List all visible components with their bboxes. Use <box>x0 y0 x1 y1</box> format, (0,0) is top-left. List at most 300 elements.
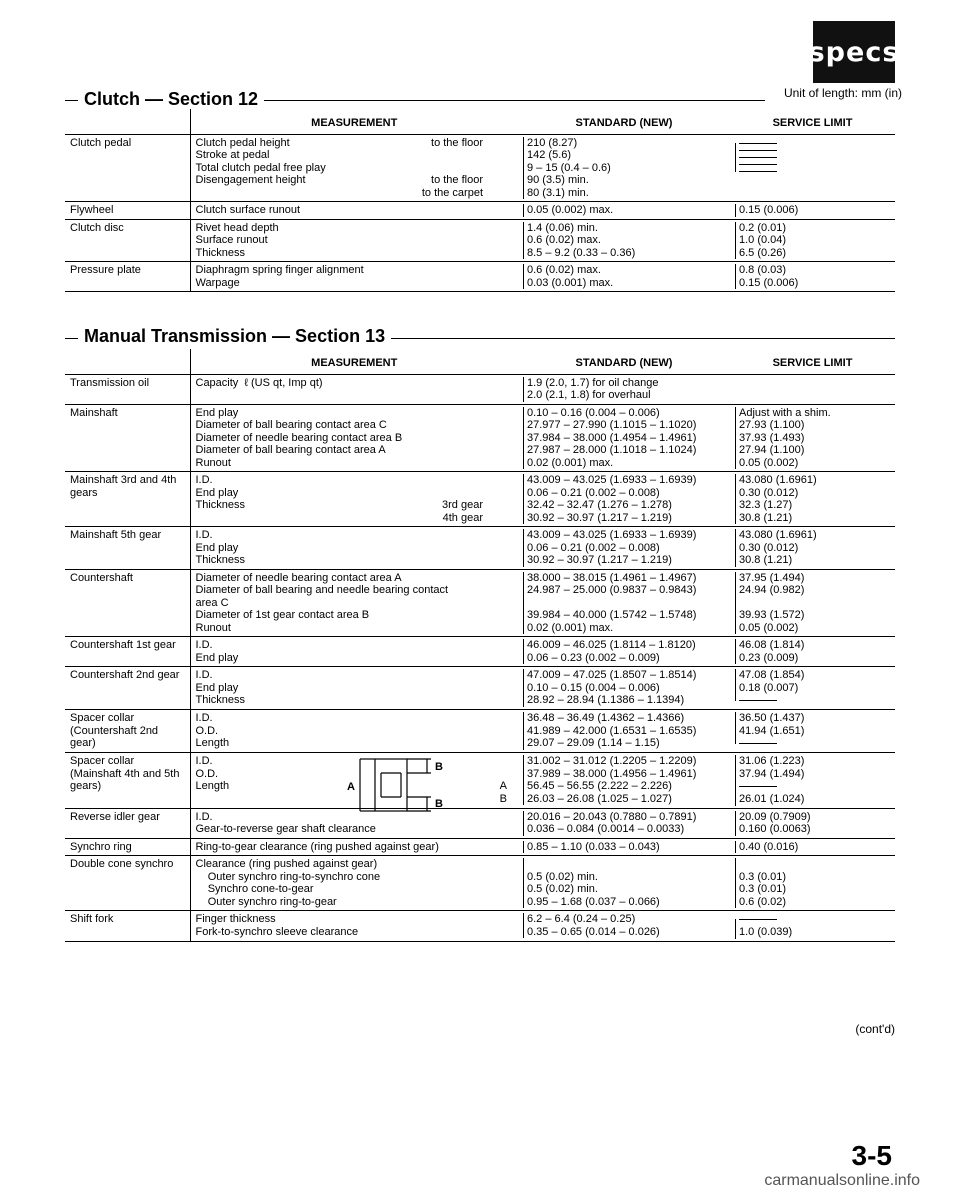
measurement-line <box>196 652 514 665</box>
standard-value: 29.07 – 29.09 (1.14 – 1.15) <box>527 737 660 749</box>
measurement-line <box>196 712 514 725</box>
measurement-text: Finger thickness <box>195 913 276 925</box>
measurement-text: Runout <box>195 621 231 634</box>
watermark: carmanualsonline.info <box>764 1172 920 1189</box>
limit-dash <box>739 157 777 158</box>
measurement-text: Clutch pedal height <box>195 136 290 149</box>
measurement-line <box>196 419 514 432</box>
measurement-text: Warpage <box>195 276 240 289</box>
limit-blank <box>739 858 890 871</box>
standard-value: 142 (5.6) <box>527 149 572 161</box>
header-standard: STANDARD (NEW) <box>518 109 730 134</box>
service-limit-values <box>735 669 890 701</box>
measurement-text: O.D. <box>195 767 219 780</box>
standard-values <box>523 913 725 938</box>
measurement-line <box>196 725 514 738</box>
spec-row <box>65 404 895 472</box>
measurement-text: Thickness <box>195 694 246 706</box>
standard-blank <box>527 597 725 610</box>
standard-values <box>523 377 725 402</box>
service-limit-value: 43.080 (1.6961) <box>739 529 817 541</box>
service-limit-value: 0.05 (0.002) <box>739 456 799 469</box>
service-limit-value: 0.40 (0.016) <box>739 840 799 853</box>
service-limit-value: 26.01 (1.024) <box>739 793 805 805</box>
standard-value: 27.977 – 27.990 (1.1015 – 1.1020) <box>527 419 697 431</box>
standard-value: 30.92 – 30.97 (1.217 – 1.219) <box>527 554 672 566</box>
service-limit-value: 0.2 (0.01) <box>739 221 787 234</box>
measurement-text: Outer synchro ring-to-gear <box>195 895 337 908</box>
service-limit-value: 37.93 (1.493) <box>739 431 805 444</box>
measurement-text: Gear-to-reverse gear shaft clearance <box>195 823 376 835</box>
service-limit-values <box>735 811 890 836</box>
collar-outline <box>375 759 407 811</box>
part-name: Flywheel <box>65 202 190 220</box>
spec-row <box>65 219 895 262</box>
standard-value: 90 (3.5) min. <box>527 174 589 186</box>
standard-values <box>523 222 725 260</box>
limit-dash <box>739 150 777 151</box>
measurement-qualifier: 4th gear <box>442 511 483 524</box>
limit-dash <box>739 919 777 920</box>
part-name: Spacer collar (Mainshaft 4th and 5th gears) <box>65 753 190 809</box>
limit-dash <box>739 143 777 144</box>
standard-value: 37.984 – 38.000 (1.4954 – 1.4961) <box>527 431 697 444</box>
service-limit-value: 27.94 (1.100) <box>739 444 805 456</box>
specs-badge: specs <box>813 21 895 83</box>
measurement-text: Total clutch pedal free play <box>195 161 326 174</box>
spec-row <box>65 838 895 856</box>
standard-value: 27.987 – 28.000 (1.1018 – 1.1024) <box>527 444 697 456</box>
standard-cell <box>518 404 730 472</box>
spec-row <box>65 710 895 753</box>
standard-value: 31.002 – 31.012 (1.2205 – 1.2209) <box>527 755 697 767</box>
measurement-text: I.D. <box>195 810 213 823</box>
standard-value: 0.06 – 0.21 (0.002 – 0.008) <box>527 541 660 554</box>
standard-value: 20.016 – 20.043 (0.7880 – 0.7891) <box>527 810 697 823</box>
mt-header-row <box>65 349 895 374</box>
measurement-line <box>196 234 514 247</box>
measurement-text: Thickness <box>195 554 246 566</box>
service-limit-value: 0.15 (0.006) <box>739 276 799 289</box>
header-measurement: MEASUREMENT <box>190 109 518 134</box>
part-name: Shift fork <box>65 911 190 942</box>
measurement-cell <box>190 838 518 856</box>
measurement-line <box>196 137 514 150</box>
measurement-qualifier: to the carpet <box>421 186 483 199</box>
part-name: Synchro ring <box>65 838 190 856</box>
standard-value: 1.9 (2.0, 1.7) for oil change <box>527 376 659 389</box>
measurement-text: End play <box>195 406 239 419</box>
measurement-line <box>196 277 514 290</box>
measurement-line <box>196 622 514 635</box>
measurement-cell <box>190 527 518 570</box>
measurement-text: Diameter of 1st gear contact area B <box>195 609 370 621</box>
measurement-line <box>196 377 514 390</box>
measurement-line <box>196 694 514 707</box>
limit-dash <box>739 786 777 787</box>
measurement-text: Outer synchro ring-to-synchro cone <box>195 870 381 883</box>
clutch-section-title: Clutch — Section 12 <box>78 89 264 110</box>
standard-value: 28.92 – 28.94 (1.1386 – 1.1394) <box>527 694 685 706</box>
measurement-text: Diameter of needle bearing contact area A <box>195 571 402 584</box>
standard-value: 0.03 (0.001) max. <box>527 276 614 289</box>
standard-values <box>523 858 725 908</box>
service-limit-values <box>735 407 890 470</box>
measurement-text: Rivet head depth <box>195 221 279 234</box>
standard-value: 39.984 – 40.000 (1.5742 – 1.5748) <box>527 609 697 621</box>
clutch-header-row <box>65 109 895 134</box>
standard-value: 0.06 – 0.23 (0.002 – 0.009) <box>527 651 660 664</box>
measurement-line <box>196 474 514 487</box>
measurement-text: Clearance (ring pushed against gear) <box>195 858 378 870</box>
measurement-text: Length <box>195 780 230 792</box>
measurement-text: Diameter of ball bearing contact area C <box>195 419 387 431</box>
service-limit-value: 39.93 (1.572) <box>739 609 805 621</box>
standard-value: 0.35 – 0.65 (0.014 – 0.026) <box>527 925 660 938</box>
measurement-line <box>196 823 514 836</box>
spec-row <box>65 527 895 570</box>
page-number: 3-5 <box>851 1140 892 1171</box>
standard-value: 46.009 – 46.025 (1.8114 – 1.8120) <box>527 639 696 651</box>
standard-value: 43.009 – 43.025 (1.6933 – 1.6939) <box>527 474 697 486</box>
service-limit-value: 46.08 (1.814) <box>739 639 805 651</box>
standard-value: 0.6 (0.02) max. <box>527 234 601 246</box>
service-limit-cell <box>730 808 895 838</box>
measurement-line <box>196 264 514 277</box>
standard-value: 80 (3.1) min. <box>527 186 589 199</box>
measurement-line <box>196 174 514 187</box>
measurement-cell <box>190 710 518 753</box>
service-limit-value: 41.94 (1.651) <box>739 724 805 737</box>
continued-note: (cont'd) <box>855 1022 895 1036</box>
measurement-text: Clutch surface runout <box>195 204 301 216</box>
service-limit-value: 37.95 (1.494) <box>739 571 805 584</box>
standard-cell <box>518 710 730 753</box>
clutch-spec-table <box>65 109 895 292</box>
service-limit-value: 0.15 (0.006) <box>739 204 799 216</box>
part-name: Mainshaft 5th gear <box>65 527 190 570</box>
header-service-limit: SERVICE LIMIT <box>730 109 895 134</box>
measurement-text: Fork-to-synchro sleeve clearance <box>195 925 359 938</box>
spec-row <box>65 808 895 838</box>
standard-values <box>523 712 725 750</box>
measurement-line <box>196 597 514 610</box>
standard-cell <box>518 202 730 220</box>
spec-row <box>65 911 895 942</box>
standard-value: 0.05 (0.002) max. <box>527 204 614 216</box>
service-limit-value: 0.8 (0.03) <box>739 264 787 276</box>
service-limit-value: 20.09 (0.7909) <box>739 810 811 823</box>
standard-cell <box>518 838 730 856</box>
measurement-cell <box>190 667 518 710</box>
standard-cell <box>518 637 730 667</box>
service-limit-values <box>735 264 890 289</box>
standard-value: 0.85 – 1.10 (0.033 – 0.043) <box>527 840 660 853</box>
service-limit-cell <box>730 134 895 202</box>
unit-note: Unit of length: mm (in) <box>783 86 902 100</box>
measurement-line <box>196 554 514 567</box>
standard-value: 0.036 – 0.084 (0.0014 – 0.0033) <box>527 823 685 835</box>
standard-value: 0.6 (0.02) max. <box>527 264 601 276</box>
standard-cell <box>518 374 730 404</box>
part-name: Reverse idler gear <box>65 808 190 838</box>
standard-value: 38.000 – 38.015 (1.4961 – 1.4967) <box>527 571 697 584</box>
standard-values <box>523 474 725 524</box>
service-limit-values <box>735 572 890 635</box>
measurement-line <box>196 222 514 235</box>
service-limit-value: 6.5 (0.26) <box>739 246 787 259</box>
standard-value: 41.989 – 42.000 (1.6531 – 1.6535) <box>527 724 697 737</box>
service-limit-cell <box>730 911 895 942</box>
measurement-text: I.D. <box>195 474 213 486</box>
service-limit-value: 30.8 (1.21) <box>739 511 793 524</box>
measurement-line <box>196 669 514 682</box>
standard-value: 210 (8.27) <box>527 136 578 149</box>
service-limit-cell <box>730 569 895 637</box>
measurement-cell <box>190 856 518 911</box>
standard-value: 2.0 (2.1, 1.8) for overhaul <box>527 389 651 401</box>
service-limit-value: 27.93 (1.100) <box>739 419 805 431</box>
measurement-line <box>196 512 514 525</box>
measurement-cell <box>190 911 518 942</box>
service-limit-value: 0.18 (0.007) <box>739 681 799 694</box>
part-name: Countershaft <box>65 569 190 637</box>
measurement-cell <box>190 219 518 262</box>
standard-cell <box>518 667 730 710</box>
measurement-line <box>196 609 514 622</box>
service-limit-value: 0.05 (0.002) <box>739 621 799 634</box>
diagram-label-b-bottom: B <box>435 797 443 810</box>
header-part <box>65 109 190 134</box>
standard-value: 0.95 – 1.68 (0.037 – 0.066) <box>527 895 660 908</box>
measurement-text: O.D. <box>195 724 219 737</box>
measurement-text: area C <box>195 596 229 609</box>
part-name: Spacer collar (Countershaft 2nd gear) <box>65 710 190 753</box>
standard-cell <box>518 472 730 527</box>
standard-cell <box>518 569 730 637</box>
service-limit-cell <box>730 262 895 292</box>
measurement-line <box>196 432 514 445</box>
service-limit-value: 43.080 (1.6961) <box>739 474 817 486</box>
standard-value: 0.06 – 0.21 (0.002 – 0.008) <box>527 486 660 499</box>
measurement-text: End play <box>195 486 239 499</box>
service-limit-value: Adjust with a shim. <box>739 406 831 419</box>
measurement-text: End play <box>195 651 239 664</box>
part-name: Mainshaft 3rd and 4th gears <box>65 472 190 527</box>
measurement-line <box>196 926 514 939</box>
limit-blank <box>739 597 890 610</box>
limit-dash <box>739 700 777 701</box>
standard-value: 37.989 – 38.000 (1.4956 – 1.4961) <box>527 767 697 780</box>
measurement-line <box>196 871 514 884</box>
standard-values <box>523 639 725 664</box>
standard-value: 0.5 (0.02) min. <box>527 870 598 883</box>
standard-cell <box>518 911 730 942</box>
measurement-line <box>196 572 514 585</box>
measurement-text: Synchro cone-to-gear <box>195 883 314 895</box>
service-limit-cell <box>730 838 895 856</box>
service-limit-cell <box>730 404 895 472</box>
measurement-line <box>196 682 514 695</box>
spec-row <box>65 667 895 710</box>
service-limit-cell <box>730 710 895 753</box>
service-limit-value: 0.6 (0.02) <box>739 895 787 908</box>
measurement-line <box>196 247 514 260</box>
service-limit-values <box>735 222 890 260</box>
standard-value: 32.42 – 32.47 (1.276 – 1.278) <box>527 499 672 511</box>
mt-spec-table <box>65 349 895 942</box>
service-limit-values <box>735 474 890 524</box>
service-limit-value: 0.30 (0.012) <box>739 486 799 499</box>
spec-row <box>65 262 895 292</box>
diagram-label-b-top: B <box>435 760 443 773</box>
standard-value: 8.5 – 9.2 (0.33 – 0.36) <box>527 246 636 259</box>
standard-value: 47.009 – 47.025 (1.8507 – 1.8514) <box>527 669 697 681</box>
part-name: Clutch disc <box>65 219 190 262</box>
measurement-text: Thickness <box>195 499 246 511</box>
mt-section-title: Manual Transmission — Section 13 <box>78 326 391 347</box>
spec-row <box>65 202 895 220</box>
measurement-qualifier: to the floor <box>431 136 483 149</box>
service-limit-values <box>735 755 890 806</box>
standard-value: 56.45 – 56.55 (2.222 – 2.226) <box>527 780 672 792</box>
header-measurement: MEASUREMENT <box>190 349 518 374</box>
spec-row <box>65 856 895 911</box>
measurement-qualifier: 3rd gear <box>442 499 483 511</box>
standard-value: 26.03 – 26.08 (1.025 – 1.027) <box>527 792 672 805</box>
standard-value: 9 – 15 (0.4 – 0.6) <box>527 161 611 174</box>
service-limit-values <box>735 639 890 664</box>
service-limit-value: 1.0 (0.04) <box>739 234 787 246</box>
measurement-cell <box>190 134 518 202</box>
standard-value: 1.4 (0.06) min. <box>527 221 598 234</box>
standard-value: 0.02 (0.001) max. <box>527 621 614 634</box>
measurement-line <box>196 149 514 162</box>
service-limit-values <box>735 841 890 854</box>
standard-values <box>523 264 725 289</box>
measurement-line <box>196 162 514 175</box>
service-limit-value: 36.50 (1.437) <box>739 712 805 724</box>
measurement-line <box>196 896 514 909</box>
standard-values <box>523 841 725 854</box>
standard-values <box>523 137 725 200</box>
service-limit-values <box>735 143 890 172</box>
measurement-cell <box>190 404 518 472</box>
service-limit-cell <box>730 472 895 527</box>
service-limit-value: 0.160 (0.0063) <box>739 823 811 835</box>
standard-value: 0.10 – 0.16 (0.004 – 0.006) <box>527 406 660 419</box>
standard-value: 0.5 (0.02) min. <box>527 883 598 895</box>
standard-cell <box>518 262 730 292</box>
measurement-text: Diameter of ball bearing and needle bearing contact <box>195 584 449 596</box>
measurement-line <box>196 542 514 555</box>
part-name: Countershaft 1st gear <box>65 637 190 667</box>
service-limit-cell <box>730 202 895 220</box>
service-limit-value: 47.08 (1.854) <box>739 669 805 681</box>
service-limit-values <box>735 858 890 908</box>
spacer-collar-diagram <box>335 755 475 815</box>
measurement-line <box>196 499 514 512</box>
standard-cell <box>518 808 730 838</box>
standard-value: 6.2 – 6.4 (0.24 – 0.25) <box>527 913 636 925</box>
service-limit-value: 1.0 (0.039) <box>739 926 793 938</box>
standard-values <box>523 811 725 836</box>
standard-value: 36.48 – 36.49 (1.4362 – 1.4366) <box>527 712 685 724</box>
limit-dash <box>739 171 777 172</box>
measurement-cell <box>190 637 518 667</box>
spec-row <box>65 753 895 809</box>
service-limit-cell <box>730 753 895 809</box>
standard-values <box>523 755 725 805</box>
standard-values <box>523 669 725 707</box>
spec-row <box>65 569 895 637</box>
measurement-text: I.D. <box>195 712 213 724</box>
service-limit-value: 32.3 (1.27) <box>739 499 793 511</box>
measurement-cell <box>190 472 518 527</box>
measurement-text: I.D. <box>195 755 213 767</box>
standard-value: 43.009 – 43.025 (1.6933 – 1.6939) <box>527 529 697 541</box>
part-name: Pressure plate <box>65 262 190 292</box>
measurement-qualifier: to the floor <box>431 174 483 186</box>
service-limit-value: 0.30 (0.012) <box>739 541 799 554</box>
service-limit-value: 0.23 (0.009) <box>739 651 799 664</box>
spec-row <box>65 637 895 667</box>
service-limit-value: 24.94 (0.982) <box>739 584 805 596</box>
spec-row <box>65 472 895 527</box>
standard-values <box>523 204 725 217</box>
measurement-line <box>196 841 514 854</box>
measurement-line <box>196 529 514 542</box>
service-limit-values <box>735 204 890 217</box>
service-limit-value: 37.94 (1.494) <box>739 767 805 780</box>
measurement-text: End play <box>195 541 239 554</box>
service-limit-value: 0.3 (0.01) <box>739 883 787 895</box>
measurement-cell <box>190 374 518 404</box>
standard-cell <box>518 527 730 570</box>
measurement-text: Diameter of needle bearing contact area B <box>195 431 403 444</box>
measurement-text: I.D. <box>195 669 213 681</box>
diagram-label-a: A <box>347 780 355 793</box>
measurement-line <box>196 204 514 217</box>
measurement-line <box>196 913 514 926</box>
measurement-cell <box>190 262 518 292</box>
measurement-text: Ring-to-gear clearance (ring pushed against gear) <box>195 840 439 853</box>
spec-row <box>65 374 895 404</box>
measurement-line <box>196 858 514 871</box>
service-limit-values <box>735 919 890 939</box>
measurement-line <box>196 584 514 597</box>
measurement-text: Stroke at pedal <box>195 149 270 161</box>
measurement-line <box>196 457 514 470</box>
service-limit-value: 30.8 (1.21) <box>739 554 793 566</box>
part-name: Double cone synchro <box>65 856 190 911</box>
measurement-text: Disengagement height <box>195 174 306 186</box>
measurement-text: Thickness <box>195 246 246 259</box>
measurement-text: I.D. <box>195 639 213 651</box>
standard-cell <box>518 134 730 202</box>
spec-row <box>65 134 895 202</box>
service-limit-cell <box>730 856 895 911</box>
standard-cell <box>518 753 730 809</box>
service-limit-cell <box>730 374 895 404</box>
part-name: Mainshaft <box>65 404 190 472</box>
measurement-text: Runout <box>195 456 231 469</box>
header-standard: STANDARD (NEW) <box>518 349 730 374</box>
standard-blank <box>527 858 725 871</box>
header-part <box>65 349 190 374</box>
measurement-text: End play <box>195 681 239 694</box>
measurement-qualifier: A <box>499 780 507 792</box>
